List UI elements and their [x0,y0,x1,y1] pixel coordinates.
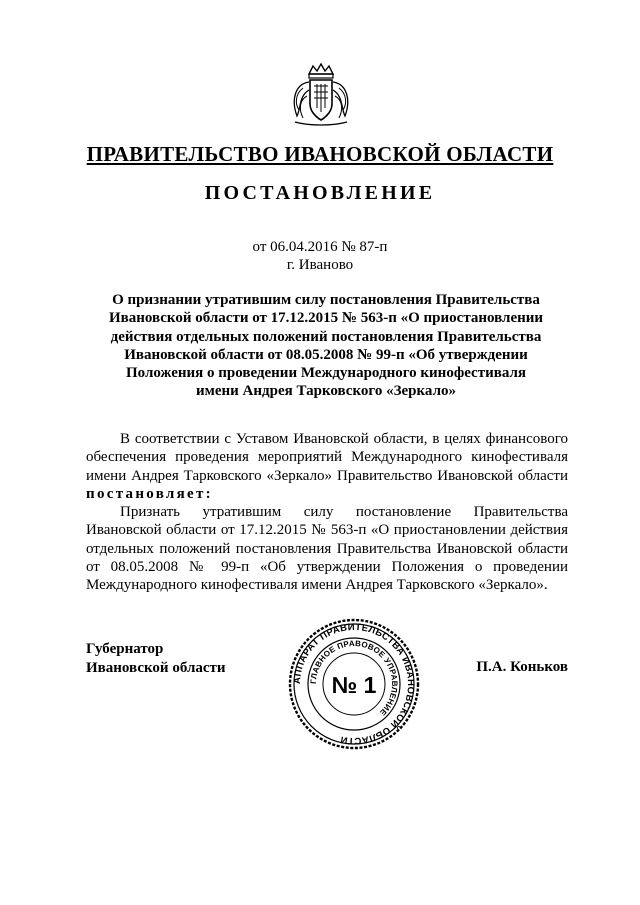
signatory-position-line-2: Ивановской области [86,660,226,676]
document-date-number: от 06.04.2016 № 87-п [252,239,388,255]
document-subject: О признании утратившим силу постановления Правительства Ивановской области от 17.12.2015 № 563-п «О приостановлении действия отдельных положений постановления Правительства Ивановской области от 08.05.2008 № 99-п «Об утверждении Положения о проведении Международного кинофестиваля имени Андрея Тарковского «Зеркало» [108,292,544,400]
body-paragraph-1-text: В соответствии с Уставом Ивановской области, в целях финансового обеспечения проведения мероприятий Международного кинофестиваля имени Андрея Тарковского «Зеркало» Правительство Ивановской области [86,431,568,484]
stamp-ring-text: АППАРАТ ПРАВИТЕЛЬСТВА ИВАНОВСКОЙ ОБЛАСТИ [291,621,417,747]
body-paragraph-2: Признать утратившим силу постановление Правительства Ивановской области от 17.12.2015 № 563-п «О приостановлении действия отдельных положений постановления Правительства Ивановской области от 08.05.2008 № 99-п «Об утверждении Положения о проведении Международного кинофестиваля имени Андрея Тарковского «Зеркало». [86,504,568,594]
document-body [86,430,568,595]
round-stamp-icon [288,618,420,750]
stamp-inner-text: ГЛАВНОЕ ПРАВОВОЕ УПРАВЛЕНИЕ [308,638,400,718]
signatory-position [86,640,226,678]
government-title: ПРАВИТЕЛЬСТВО ИВАНОВСКОЙ ОБЛАСТИ [86,142,554,166]
stamp-number: № 1 [331,672,377,698]
decision-keyword: постановляет: [86,485,213,502]
coat-of-arms-icon [285,60,357,132]
signatory-position-line-1: Губернатор [86,641,164,657]
signatory-name: П.А. Коньков [476,659,568,675]
body-paragraph-1 [86,430,568,503]
document-type: ПОСТАНОВЛЕНИЕ [204,182,436,204]
document-city: г. Иваново [286,257,354,273]
